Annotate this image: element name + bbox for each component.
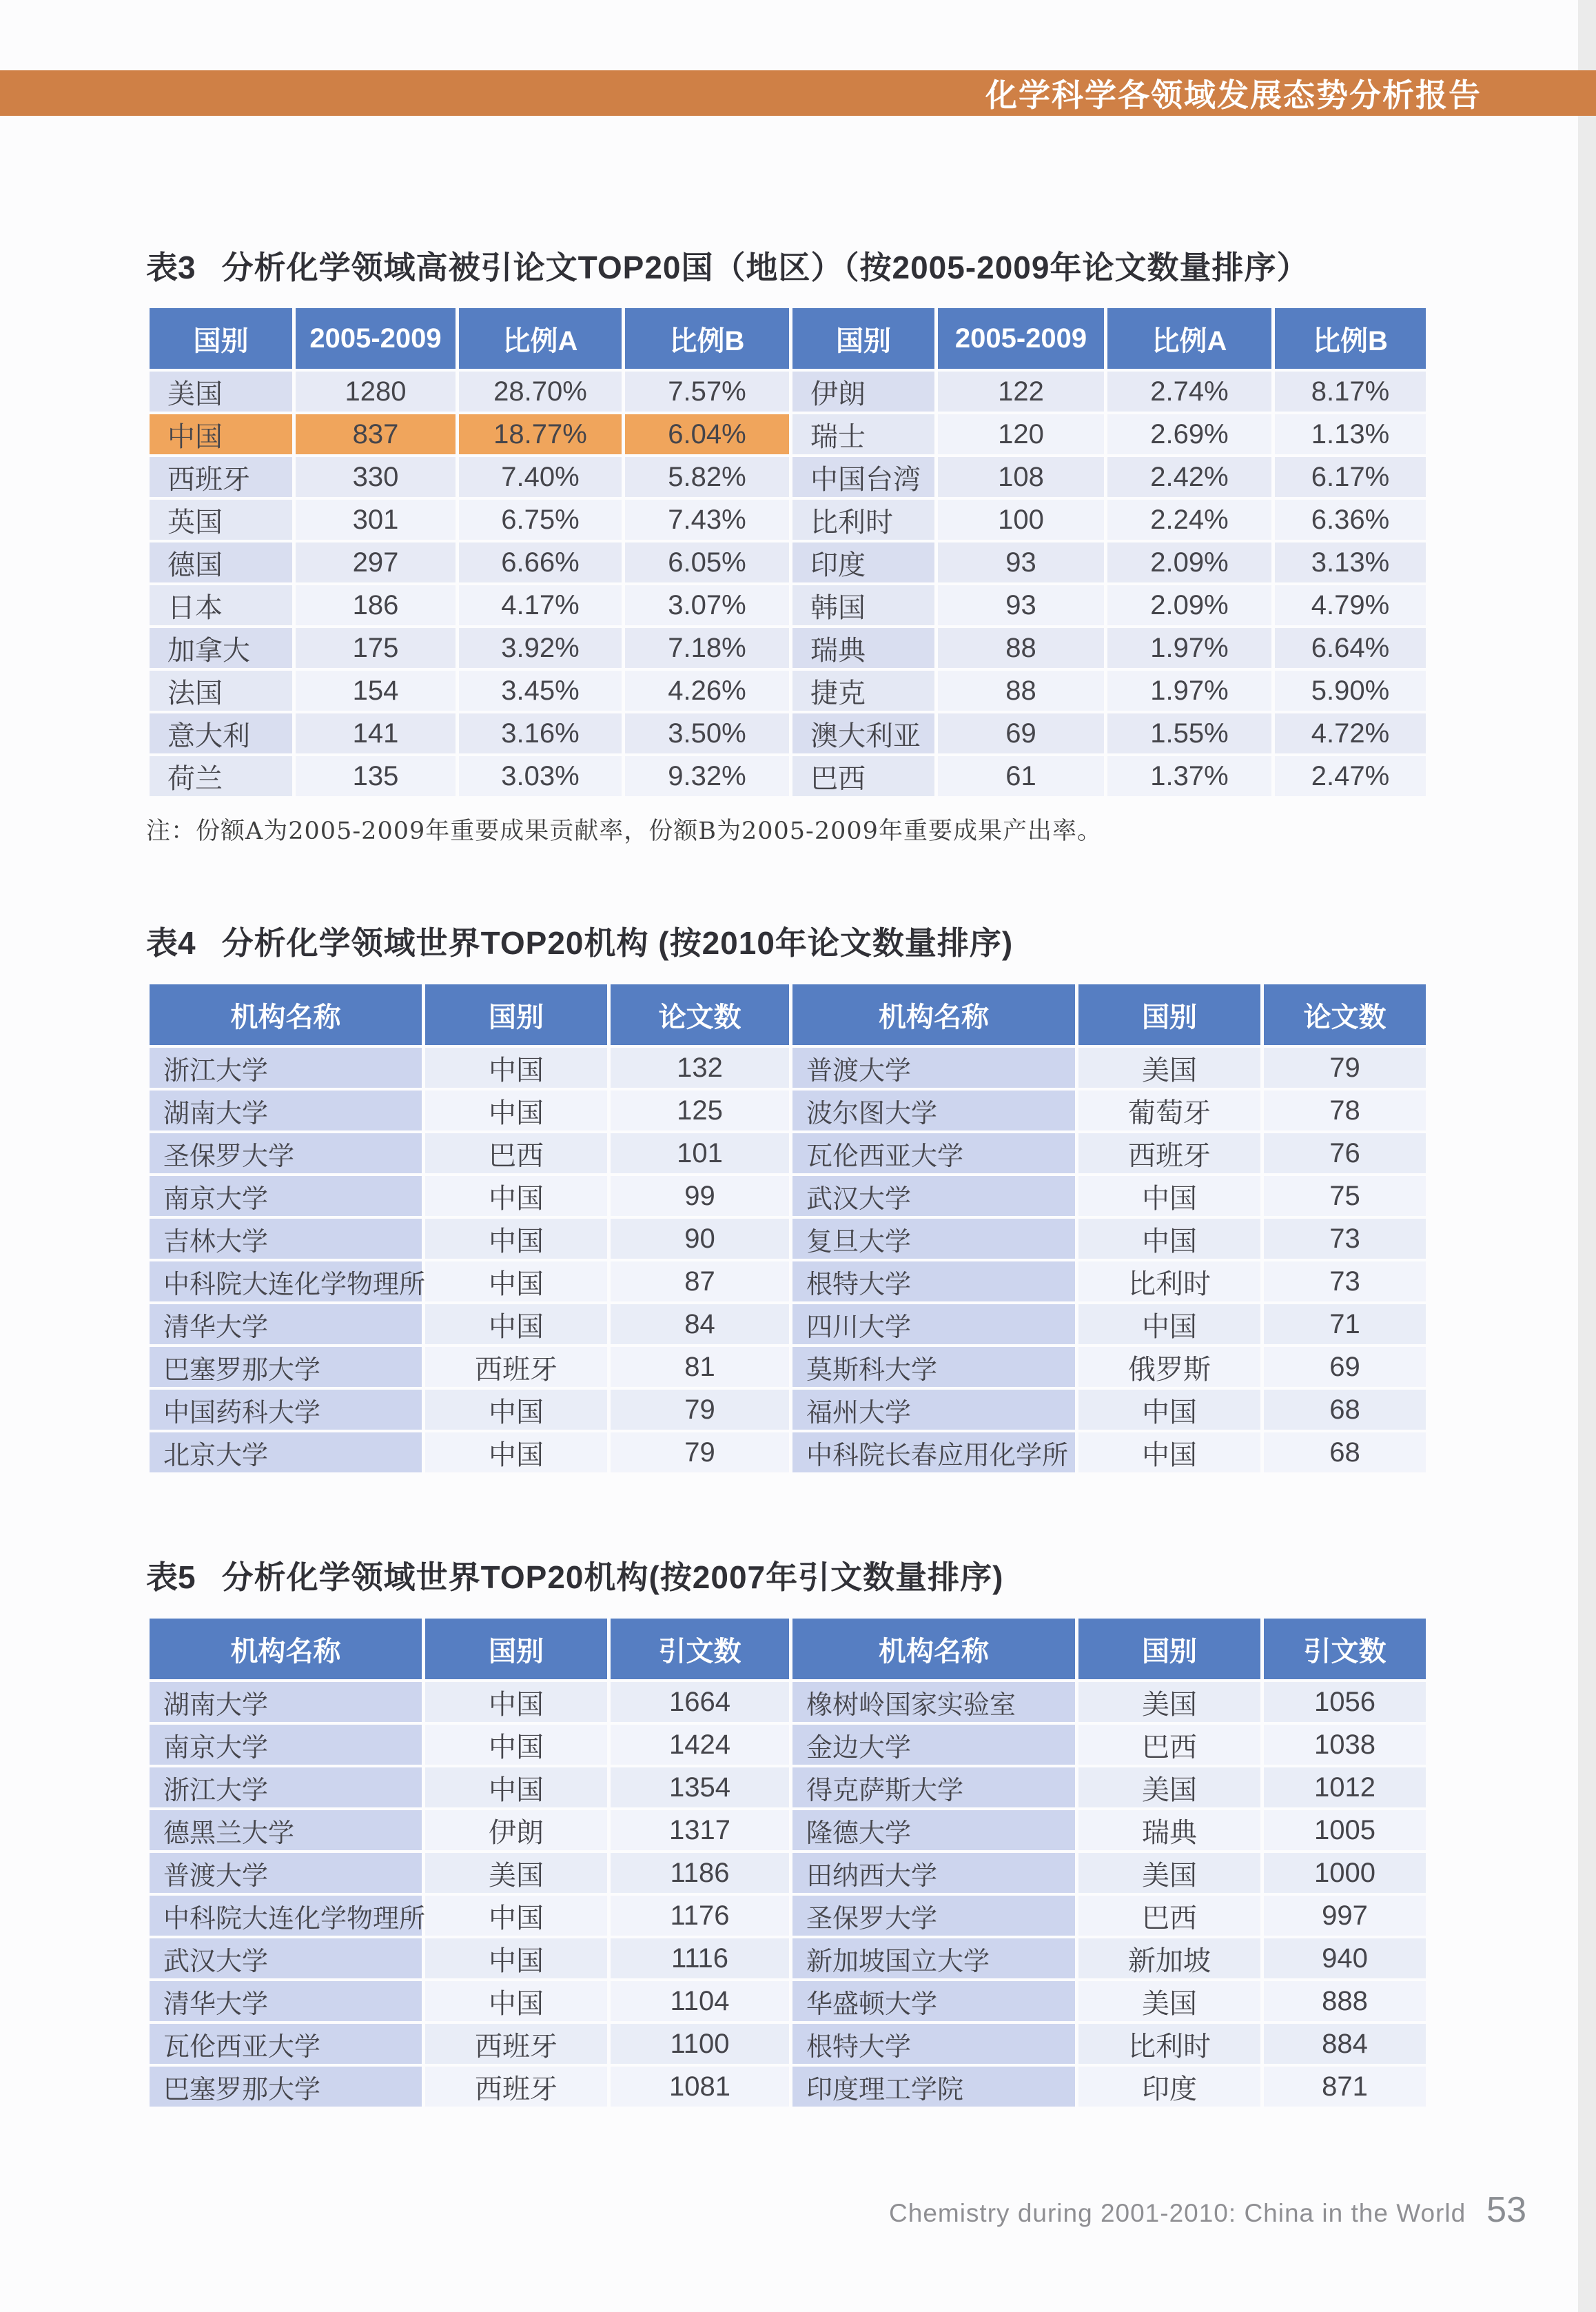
column-header: 机构名称 xyxy=(150,984,422,1045)
cell: 9.32% xyxy=(625,756,789,796)
column-header: 2005-2009 xyxy=(296,308,456,369)
cell: 中国 xyxy=(425,1091,607,1130)
cell: 中国 xyxy=(425,1261,607,1301)
cell: 78 xyxy=(1264,1091,1426,1130)
cell: 日本 xyxy=(150,585,292,625)
cell: 吉林大学 xyxy=(150,1219,422,1259)
cell: 南京大学 xyxy=(150,1725,422,1765)
cell: 中国 xyxy=(150,414,292,454)
cell: 美国 xyxy=(1078,1981,1260,2021)
cell: 中科院长春应用化学所 xyxy=(792,1432,1075,1472)
table4-body xyxy=(150,1048,1426,1472)
cell: 1.55% xyxy=(1107,713,1271,753)
cell: 清华大学 xyxy=(150,1981,422,2021)
cell: 法国 xyxy=(150,671,292,711)
cell: 93 xyxy=(938,542,1104,582)
table5-header-row xyxy=(150,1619,1426,1679)
cell: 比利时 xyxy=(792,500,934,540)
table-row xyxy=(150,1810,1426,1850)
table-row xyxy=(150,1853,1426,1893)
cell: 175 xyxy=(296,628,456,668)
table3-header-row xyxy=(150,308,1426,369)
cell: 田纳西大学 xyxy=(792,1853,1075,1893)
table-row xyxy=(150,1048,1426,1088)
table5-body xyxy=(150,1682,1426,2107)
table-row xyxy=(150,671,1426,711)
cell: 美国 xyxy=(1078,1853,1260,1893)
table-row xyxy=(150,1176,1426,1216)
column-header: 国别 xyxy=(425,984,607,1045)
cell: 中国台湾 xyxy=(792,457,934,497)
table-row xyxy=(150,1896,1426,1936)
cell: 瑞士 xyxy=(792,414,934,454)
table-row xyxy=(150,1304,1426,1344)
footer-text: Chemistry during 2001-2010: China in the World xyxy=(889,2199,1466,2227)
cell: 比利时 xyxy=(1078,2024,1260,2064)
cell: 南京大学 xyxy=(150,1176,422,1216)
cell: 6.05% xyxy=(625,542,789,582)
cell: 橡树岭国家实验室 xyxy=(792,1682,1075,1722)
cell: 美国 xyxy=(150,372,292,412)
table4-title: 分析化学领域世界TOP20机构 (按2010年论文数量排序) xyxy=(221,925,1014,961)
column-header: 国别 xyxy=(425,1619,607,1679)
cell: 69 xyxy=(1264,1347,1426,1387)
column-header: 国别 xyxy=(1078,1619,1260,1679)
table-row xyxy=(150,500,1426,540)
cell: 79 xyxy=(611,1432,789,1472)
cell: 1104 xyxy=(611,1981,789,2021)
cell: 997 xyxy=(1264,1896,1426,1936)
cell: 871 xyxy=(1264,2067,1426,2107)
cell: 8.17% xyxy=(1275,372,1426,412)
cell: 101 xyxy=(611,1133,789,1173)
cell: 3.92% xyxy=(459,628,622,668)
cell: 3.45% xyxy=(459,671,622,711)
column-header: 比例A xyxy=(459,308,622,369)
cell: 德黑兰大学 xyxy=(150,1810,422,1850)
cell: 93 xyxy=(938,585,1104,625)
table5-label: 表5 xyxy=(146,1559,196,1595)
cell: 2.69% xyxy=(1107,414,1271,454)
cell: 3.13% xyxy=(1275,542,1426,582)
table-row xyxy=(150,1133,1426,1173)
table3-label: 表3 xyxy=(146,250,196,285)
cell: 中国 xyxy=(425,1432,607,1472)
cell: 125 xyxy=(611,1091,789,1130)
table3-title: 分析化学领域高被引论文TOP20国（地区）（按2005-2009年论文数量排序） xyxy=(221,250,1309,285)
cell: 瑞典 xyxy=(792,628,934,668)
cell: 186 xyxy=(296,585,456,625)
cell: 90 xyxy=(611,1219,789,1259)
cell: 捷克 xyxy=(792,671,934,711)
cell: 1317 xyxy=(611,1810,789,1850)
cell: 4.17% xyxy=(459,585,622,625)
table-row xyxy=(150,1091,1426,1130)
header-band xyxy=(0,70,1596,116)
cell: 88 xyxy=(938,628,1104,668)
cell: 940 xyxy=(1264,1938,1426,1978)
cell: 澳大利亚 xyxy=(792,713,934,753)
cell: 意大利 xyxy=(150,713,292,753)
cell: 837 xyxy=(296,414,456,454)
cell: 2.09% xyxy=(1107,585,1271,625)
cell: 1354 xyxy=(611,1767,789,1807)
table4-header-row xyxy=(150,984,1426,1045)
cell: 3.16% xyxy=(459,713,622,753)
column-header: 比例B xyxy=(625,308,789,369)
column-header: 比例A xyxy=(1107,308,1271,369)
cell: 根特大学 xyxy=(792,2024,1075,2064)
cell: 俄罗斯 xyxy=(1078,1347,1260,1387)
cell: 中国 xyxy=(1078,1432,1260,1472)
cell: 3.50% xyxy=(625,713,789,753)
cell: 美国 xyxy=(425,1853,607,1893)
cell: 5.82% xyxy=(625,457,789,497)
cell: 莫斯科大学 xyxy=(792,1347,1075,1387)
table5-caption xyxy=(146,1552,1455,1594)
cell: 瓦伦西亚大学 xyxy=(150,2024,422,2064)
cell: 美国 xyxy=(1078,1682,1260,1722)
cell: 西班牙 xyxy=(150,457,292,497)
cell: 108 xyxy=(938,457,1104,497)
cell: 3.03% xyxy=(459,756,622,796)
cell: 6.04% xyxy=(625,414,789,454)
cell: 中科院大连化学物理所 xyxy=(150,1896,422,1936)
cell: 3.07% xyxy=(625,585,789,625)
table-row xyxy=(150,1432,1426,1472)
table-row xyxy=(150,1981,1426,2021)
cell: 巴西 xyxy=(425,1133,607,1173)
cell: 6.75% xyxy=(459,500,622,540)
cell: 美国 xyxy=(1078,1048,1260,1088)
column-header: 国别 xyxy=(1078,984,1260,1045)
cell: 4.26% xyxy=(625,671,789,711)
table3 xyxy=(146,305,1429,799)
cell: 伊朗 xyxy=(792,372,934,412)
cell: 葡萄牙 xyxy=(1078,1091,1260,1130)
cell: 北京大学 xyxy=(150,1432,422,1472)
cell: 比利时 xyxy=(1078,1261,1260,1301)
cell: 330 xyxy=(296,457,456,497)
cell: 中国药科大学 xyxy=(150,1390,422,1430)
table-row xyxy=(150,585,1426,625)
table4-caption xyxy=(146,918,1455,960)
cell: 18.77% xyxy=(459,414,622,454)
cell: 中国 xyxy=(1078,1304,1260,1344)
cell: 印度 xyxy=(1078,2067,1260,2107)
cell: 湖南大学 xyxy=(150,1682,422,1722)
cell: 新加坡国立大学 xyxy=(792,1938,1075,1978)
cell: 西班牙 xyxy=(425,2067,607,2107)
table-row xyxy=(150,1390,1426,1430)
cell: 6.17% xyxy=(1275,457,1426,497)
cell: 新加坡 xyxy=(1078,1938,1260,1978)
cell: 2.09% xyxy=(1107,542,1271,582)
cell: 2.24% xyxy=(1107,500,1271,540)
cell: 巴西 xyxy=(1078,1725,1260,1765)
cell: 6.64% xyxy=(1275,628,1426,668)
cell: 71 xyxy=(1264,1304,1426,1344)
cell: 湖南大学 xyxy=(150,1091,422,1130)
column-header: 机构名称 xyxy=(792,984,1075,1045)
cell: 中国 xyxy=(425,1938,607,1978)
cell: 7.43% xyxy=(625,500,789,540)
cell: 中国 xyxy=(425,1981,607,2021)
cell: 1116 xyxy=(611,1938,789,1978)
cell: 福州大学 xyxy=(792,1390,1075,1430)
cell: 79 xyxy=(1264,1048,1426,1088)
cell: 西班牙 xyxy=(425,2024,607,2064)
cell: 87 xyxy=(611,1261,789,1301)
column-header: 机构名称 xyxy=(792,1619,1075,1679)
table-row xyxy=(150,542,1426,582)
cell: 得克萨斯大学 xyxy=(792,1767,1075,1807)
cell: 英国 xyxy=(150,500,292,540)
page-edge-shadow xyxy=(1578,0,1596,2312)
cell: 1081 xyxy=(611,2067,789,2107)
cell: 金边大学 xyxy=(792,1725,1075,1765)
table-row xyxy=(150,756,1426,796)
table-row xyxy=(150,1725,1426,1765)
cell: 7.57% xyxy=(625,372,789,412)
cell: 中国 xyxy=(1078,1390,1260,1430)
table4 xyxy=(146,982,1429,1475)
cell: 巴塞罗那大学 xyxy=(150,1347,422,1387)
cell: 中国 xyxy=(1078,1176,1260,1216)
column-header: 引文数 xyxy=(611,1619,789,1679)
table-row xyxy=(150,1682,1426,1722)
cell: 武汉大学 xyxy=(792,1176,1075,1216)
cell: 84 xyxy=(611,1304,789,1344)
table-row xyxy=(150,372,1426,412)
cell: 瑞典 xyxy=(1078,1810,1260,1850)
cell: 122 xyxy=(938,372,1104,412)
table-row xyxy=(150,628,1426,668)
cell: 79 xyxy=(611,1390,789,1430)
table3-note: 注：份额A为2005-2009年重要成果贡献率，份额B为2005-2009年重要成果产出率。 xyxy=(146,818,1102,845)
table-row xyxy=(150,1347,1426,1387)
table5 xyxy=(146,1616,1429,2109)
table-row xyxy=(150,1261,1426,1301)
cell: 德国 xyxy=(150,542,292,582)
cell: 73 xyxy=(1264,1261,1426,1301)
cell: 1000 xyxy=(1264,1853,1426,1893)
cell: 隆德大学 xyxy=(792,1810,1075,1850)
cell: 印度理工学院 xyxy=(792,2067,1075,2107)
cell: 2.74% xyxy=(1107,372,1271,412)
cell: 中国 xyxy=(425,1896,607,1936)
cell: 瓦伦西亚大学 xyxy=(792,1133,1075,1173)
cell: 297 xyxy=(296,542,456,582)
cell: 1424 xyxy=(611,1725,789,1765)
cell: 1.13% xyxy=(1275,414,1426,454)
cell: 141 xyxy=(296,713,456,753)
cell: 132 xyxy=(611,1048,789,1088)
cell: 1176 xyxy=(611,1896,789,1936)
cell: 28.70% xyxy=(459,372,622,412)
cell: 中国 xyxy=(425,1390,607,1430)
column-header: 引文数 xyxy=(1264,1619,1426,1679)
column-header: 论文数 xyxy=(1264,984,1426,1045)
table-row-highlighted xyxy=(150,414,1426,454)
cell: 4.72% xyxy=(1275,713,1426,753)
cell: 美国 xyxy=(1078,1767,1260,1807)
cell: 7.40% xyxy=(459,457,622,497)
cell: 154 xyxy=(296,671,456,711)
table3-caption xyxy=(146,243,1455,284)
cell: 1.97% xyxy=(1107,628,1271,668)
column-header: 论文数 xyxy=(611,984,789,1045)
cell: 1.37% xyxy=(1107,756,1271,796)
cell: 75 xyxy=(1264,1176,1426,1216)
cell: 巴西 xyxy=(792,756,934,796)
table-row xyxy=(150,1219,1426,1259)
cell: 波尔图大学 xyxy=(792,1091,1075,1130)
cell: 中国 xyxy=(425,1725,607,1765)
cell: 1056 xyxy=(1264,1682,1426,1722)
cell: 1280 xyxy=(296,372,456,412)
cell: 88 xyxy=(938,671,1104,711)
cell: 4.79% xyxy=(1275,585,1426,625)
cell: 135 xyxy=(296,756,456,796)
cell: 73 xyxy=(1264,1219,1426,1259)
cell: 四川大学 xyxy=(792,1304,1075,1344)
table-row xyxy=(150,2024,1426,2064)
cell: 99 xyxy=(611,1176,789,1216)
header-band-title: 化学科学各领域发展态势分析报告 xyxy=(985,77,1482,113)
table-row xyxy=(150,713,1426,753)
cell: 2.42% xyxy=(1107,457,1271,497)
cell: 884 xyxy=(1264,2024,1426,2064)
cell: 圣保罗大学 xyxy=(792,1896,1075,1936)
cell: 中国 xyxy=(425,1767,607,1807)
cell: 69 xyxy=(938,713,1104,753)
cell: 中国 xyxy=(425,1176,607,1216)
cell: 普渡大学 xyxy=(792,1048,1075,1088)
cell: 西班牙 xyxy=(425,1347,607,1387)
cell: 普渡大学 xyxy=(150,1853,422,1893)
cell: 浙江大学 xyxy=(150,1048,422,1088)
column-header: 国别 xyxy=(792,308,934,369)
cell: 2.47% xyxy=(1275,756,1426,796)
table-row xyxy=(150,457,1426,497)
cell: 复旦大学 xyxy=(792,1219,1075,1259)
cell: 韩国 xyxy=(792,585,934,625)
cell: 中国 xyxy=(425,1048,607,1088)
cell: 301 xyxy=(296,500,456,540)
cell: 伊朗 xyxy=(425,1810,607,1850)
cell: 荷兰 xyxy=(150,756,292,796)
cell: 1664 xyxy=(611,1682,789,1722)
cell: 68 xyxy=(1264,1432,1426,1472)
cell: 根特大学 xyxy=(792,1261,1075,1301)
cell: 中国 xyxy=(425,1304,607,1344)
table-row xyxy=(150,1767,1426,1807)
table4-label: 表4 xyxy=(146,925,196,961)
cell: 中国 xyxy=(425,1219,607,1259)
cell: 1005 xyxy=(1264,1810,1426,1850)
cell: 6.36% xyxy=(1275,500,1426,540)
cell: 中国 xyxy=(425,1682,607,1722)
cell: 7.18% xyxy=(625,628,789,668)
table-row xyxy=(150,1938,1426,1978)
cell: 华盛顿大学 xyxy=(792,1981,1075,2021)
cell: 81 xyxy=(611,1347,789,1387)
column-header: 比例B xyxy=(1275,308,1426,369)
cell: 100 xyxy=(938,500,1104,540)
cell: 61 xyxy=(938,756,1104,796)
cell: 圣保罗大学 xyxy=(150,1133,422,1173)
cell: 武汉大学 xyxy=(150,1938,422,1978)
cell: 巴塞罗那大学 xyxy=(150,2067,422,2107)
cell: 1.97% xyxy=(1107,671,1271,711)
cell: 120 xyxy=(938,414,1104,454)
cell: 888 xyxy=(1264,1981,1426,2021)
column-header: 2005-2009 xyxy=(938,308,1104,369)
cell: 巴西 xyxy=(1078,1896,1260,1936)
cell: 印度 xyxy=(792,542,934,582)
cell: 68 xyxy=(1264,1390,1426,1430)
cell: 1038 xyxy=(1264,1725,1426,1765)
column-header: 机构名称 xyxy=(150,1619,422,1679)
table5-title: 分析化学领域世界TOP20机构(按2007年引文数量排序) xyxy=(221,1559,1004,1595)
cell: 中国 xyxy=(1078,1219,1260,1259)
cell: 76 xyxy=(1264,1133,1426,1173)
cell: 清华大学 xyxy=(150,1304,422,1344)
cell: 1186 xyxy=(611,1853,789,1893)
page-number: 53 xyxy=(1486,2190,1526,2230)
cell: 6.66% xyxy=(459,542,622,582)
cell: 1012 xyxy=(1264,1767,1426,1807)
cell: 浙江大学 xyxy=(150,1767,422,1807)
cell: 1100 xyxy=(611,2024,789,2064)
column-header: 国别 xyxy=(150,308,292,369)
table-row xyxy=(150,2067,1426,2107)
cell: 5.90% xyxy=(1275,671,1426,711)
page-footer xyxy=(889,2189,1526,2231)
cell: 西班牙 xyxy=(1078,1133,1260,1173)
cell: 加拿大 xyxy=(150,628,292,668)
table3-body xyxy=(150,372,1426,796)
cell: 中科院大连化学物理所 xyxy=(150,1261,422,1301)
